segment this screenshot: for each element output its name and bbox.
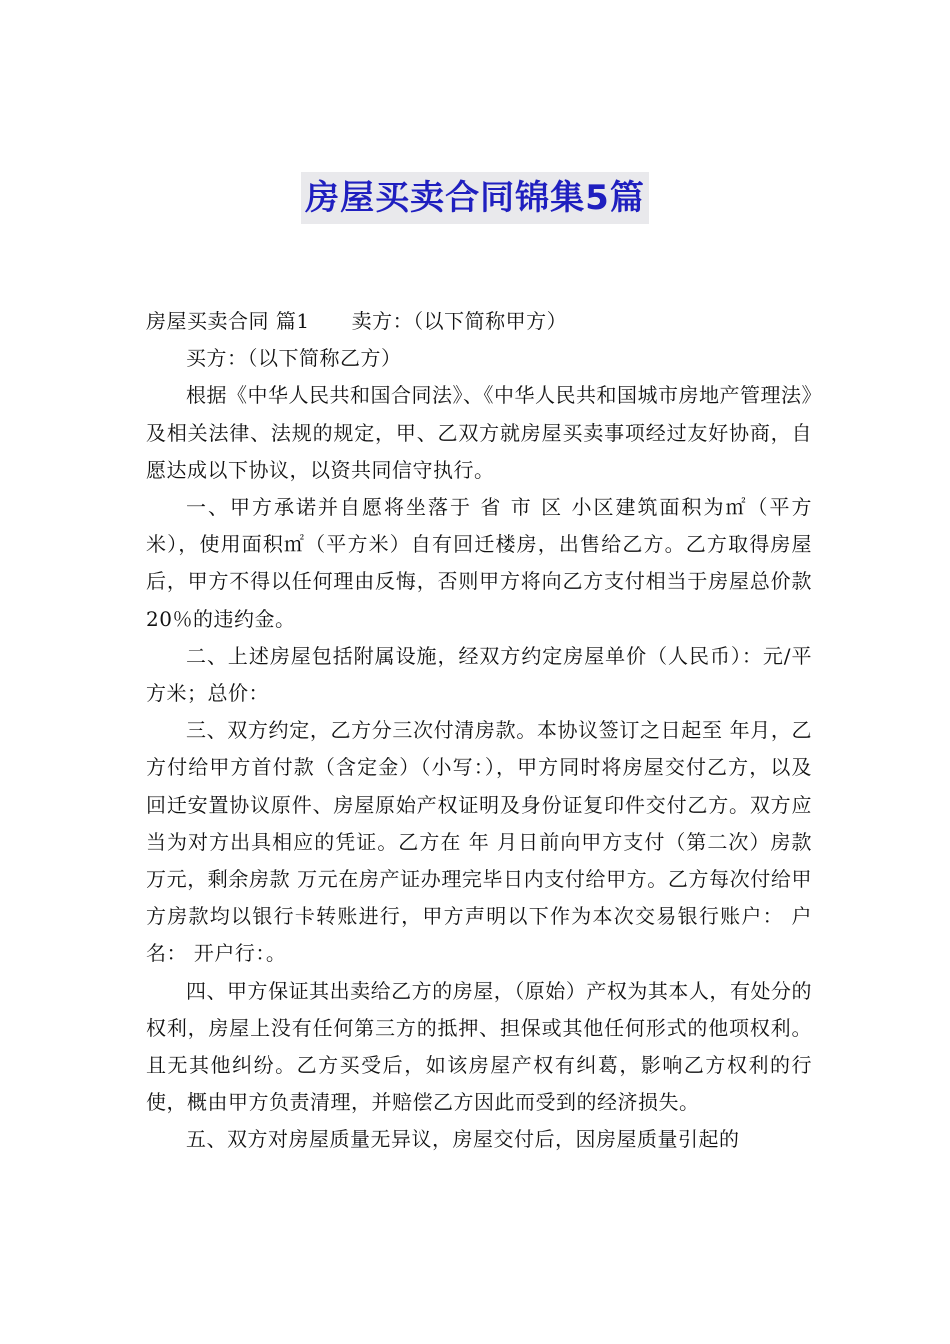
paragraph-clause-5: 五、双方对房屋质量无异议，房屋交付后，因房屋质量引起的	[186, 1127, 740, 1152]
contract-heading: 房屋买卖合同 篇1	[146, 309, 310, 333]
title-container	[0, 172, 950, 224]
paragraph-basis: 根据《中华人民共和国合同法》、《中华人民共和国城市房地产管理法》及相关法律、法规的规定，甲、乙双方就房屋买卖事项经过友好协商，自愿达成以下协议，以资共同信守执行。	[146, 383, 812, 482]
paragraph-clause-1: 一、甲方承诺并自愿将坐落于 省 市 区 小区建筑面积为㎡（平方米），使用面积㎡（平方米）自有回迁楼房，出售给乙方。乙方取得房屋后，甲方不得以任何理由反悔，否则甲方将向乙方支付相当于房屋总价款20％的违约金。	[146, 495, 812, 631]
seller-label: 卖方：（以下简称甲方）	[351, 309, 568, 333]
paragraph-clause-3: 三、双方约定，乙方分三次付清房款。本协议签订之日起至 年月，乙方付给甲方首付款（含定金）（小写：），甲方同时将房屋交付乙方，以及回迁安置协议原件、房屋原始产权证明及身份证复印件交付乙方。双方应当为对方出具相应的凭证。乙方在 年 月日前向甲方支付（第二次）房款 万元，剩余房款 万元在房产证办理完毕日内支付给甲方。乙方每次付给甲方房款均以银行卡转账进行，甲方声明以下作为本次交易银行账户： 户名： 开户行：。	[146, 718, 812, 966]
buyer-paragraph: 买方：（以下简称乙方）	[186, 346, 402, 371]
document-body	[146, 303, 812, 1159]
paragraph-clause-2: 二、上述房屋包括附属设施，经双方约定房屋单价（人民币）：元/平方米；总价：	[146, 643, 812, 706]
paragraph-clause-4: 四、甲方保证其出卖给乙方的房屋，（原始）产权为其本人，有处分的权利，房屋上没有任何第三方的抵押、担保或其他任何形式的他项权利。且无其他纠纷。乙方买受后，如该房屋产权有纠葛，影响乙方权利的行使，概由甲方负责清理，并赔偿乙方因此而受到的经济损失。	[146, 978, 812, 1115]
intro-line	[146, 303, 812, 340]
document-title: 房屋买卖合同锦集5篇	[301, 172, 649, 224]
